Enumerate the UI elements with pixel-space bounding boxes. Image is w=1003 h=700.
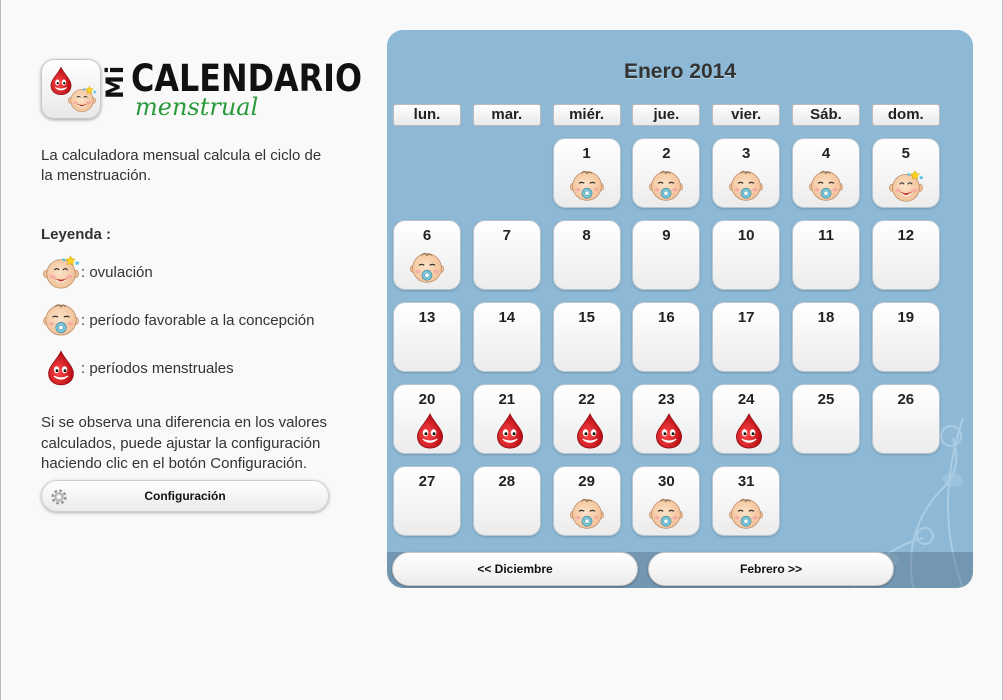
intro-text: La calculadora mensual calcula el ciclo de la menstruación.	[41, 147, 322, 184]
blood-drop-icon	[45, 350, 77, 386]
day-cell[interactable]	[872, 220, 940, 290]
legend-title: Leyenda :	[41, 226, 112, 243]
next-month-button[interactable]: Febrero >>	[648, 552, 894, 586]
logo-prefix: Mi	[101, 64, 129, 99]
logo-title: CALENDARIO	[131, 56, 363, 100]
day-cell[interactable]	[393, 384, 461, 454]
adjust-note: Si se observa una diferencia en los valores calculados, puede ajustar la configuración haciendo clic en el botón Configuración.	[41, 414, 327, 472]
day-cell[interactable]	[473, 302, 541, 372]
day-number: 18	[817, 309, 835, 326]
weekday-label: jue.	[632, 104, 700, 126]
day-cell[interactable]	[792, 220, 860, 290]
blood-drop-icon	[412, 413, 448, 449]
baby-pacifier-icon	[808, 168, 844, 204]
configuration-button-label: Configuración	[144, 488, 226, 503]
day-number: 4	[821, 145, 831, 162]
legend-item-fertile	[41, 301, 341, 339]
day-number: 11	[818, 227, 834, 244]
day-number: 31	[737, 473, 755, 490]
baby-pacifier-icon	[409, 250, 445, 286]
day-cell[interactable]	[553, 384, 621, 454]
weekday-label: mar.	[473, 104, 541, 126]
blood-drop-icon	[492, 413, 528, 449]
previous-month-button[interactable]: << Diciembre	[392, 552, 638, 586]
day-cell[interactable]	[872, 302, 940, 372]
baby-pacifier-icon	[569, 168, 605, 204]
day-cell[interactable]	[632, 220, 700, 290]
day-number: 24	[737, 391, 755, 408]
day-number: 2	[662, 145, 671, 162]
blood-drop-icon	[572, 413, 608, 449]
day-cell[interactable]	[553, 466, 621, 536]
day-cell[interactable]	[632, 466, 700, 536]
day-number: 12	[897, 227, 915, 244]
day-cell[interactable]	[792, 138, 860, 208]
day-number: 26	[897, 391, 915, 408]
day-cell[interactable]	[473, 220, 541, 290]
day-number: 28	[498, 473, 516, 490]
day-number: 7	[502, 227, 511, 244]
day-cell[interactable]	[712, 302, 780, 372]
legend-item-menstrual	[41, 349, 341, 387]
day-number: 13	[418, 309, 436, 326]
day-cell[interactable]	[632, 138, 700, 208]
day-number: 20	[418, 391, 436, 408]
gear-icon	[50, 488, 68, 506]
day-number: 1	[582, 145, 591, 162]
day-number: 16	[658, 309, 675, 326]
calendar-panel	[387, 30, 973, 588]
logo-subtitle: menstrual	[135, 92, 259, 121]
day-cell[interactable]	[712, 466, 780, 536]
baby-pacifier-icon	[728, 496, 764, 532]
day-cell[interactable]	[792, 302, 860, 372]
day-cell[interactable]	[872, 138, 940, 208]
day-cell[interactable]	[712, 220, 780, 290]
baby-star-icon	[67, 85, 97, 113]
day-number: 3	[742, 145, 751, 162]
day-number: 27	[418, 473, 436, 490]
day-number: 17	[737, 309, 755, 326]
day-number: 14	[498, 309, 516, 326]
baby-pacifier-icon	[648, 168, 684, 204]
day-cell[interactable]	[872, 384, 940, 454]
day-number: 6	[422, 227, 432, 244]
day-number: 30	[658, 473, 675, 490]
day-number: 5	[901, 145, 910, 162]
day-number: 22	[578, 391, 595, 408]
app-logo	[41, 56, 363, 122]
configuration-button[interactable]	[41, 480, 329, 512]
day-cell[interactable]	[632, 302, 700, 372]
weekday-label: Sáb.	[792, 104, 860, 126]
day-cell[interactable]	[712, 384, 780, 454]
day-cell[interactable]	[473, 384, 541, 454]
legend-item-ovulation	[41, 253, 341, 291]
weekday-label: vier.	[712, 104, 780, 126]
info-panel	[41, 56, 363, 512]
day-number: 19	[897, 309, 915, 326]
day-cell[interactable]	[473, 466, 541, 536]
baby-pacifier-icon	[728, 168, 764, 204]
day-number: 29	[578, 473, 595, 490]
day-number: 15	[578, 309, 595, 326]
legend-label: : ovulación	[81, 263, 153, 281]
blood-drop-icon	[651, 413, 687, 449]
day-cell[interactable]	[632, 384, 700, 454]
legend-label: : período favorable a la concepción	[81, 311, 315, 329]
day-cell[interactable]	[553, 220, 621, 290]
day-number: 25	[817, 391, 835, 408]
day-number: 8	[582, 227, 591, 244]
day-cell[interactable]	[712, 138, 780, 208]
day-cell[interactable]	[553, 302, 621, 372]
baby-star-icon	[888, 168, 924, 204]
day-number: 10	[737, 227, 755, 244]
day-number: 9	[662, 227, 671, 244]
day-cell[interactable]	[393, 466, 461, 536]
month-title: Enero 2014	[623, 60, 737, 83]
day-number: 23	[658, 391, 675, 408]
weekday-label: miér.	[553, 104, 621, 126]
day-cell[interactable]	[393, 302, 461, 372]
baby-pacifier-icon	[648, 496, 684, 532]
day-cell[interactable]	[553, 138, 621, 208]
baby-star-icon	[42, 254, 80, 290]
baby-pacifier-icon	[569, 496, 605, 532]
weekday-label: dom.	[872, 104, 940, 126]
app-icon	[41, 59, 101, 119]
day-number: 21	[498, 391, 516, 408]
baby-pacifier-icon	[42, 303, 80, 337]
legend-label: : períodos menstruales	[81, 359, 234, 377]
weekday-label: lun.	[393, 104, 461, 126]
blood-drop-icon	[731, 413, 767, 449]
day-cell[interactable]	[792, 384, 860, 454]
day-cell[interactable]	[393, 220, 461, 290]
